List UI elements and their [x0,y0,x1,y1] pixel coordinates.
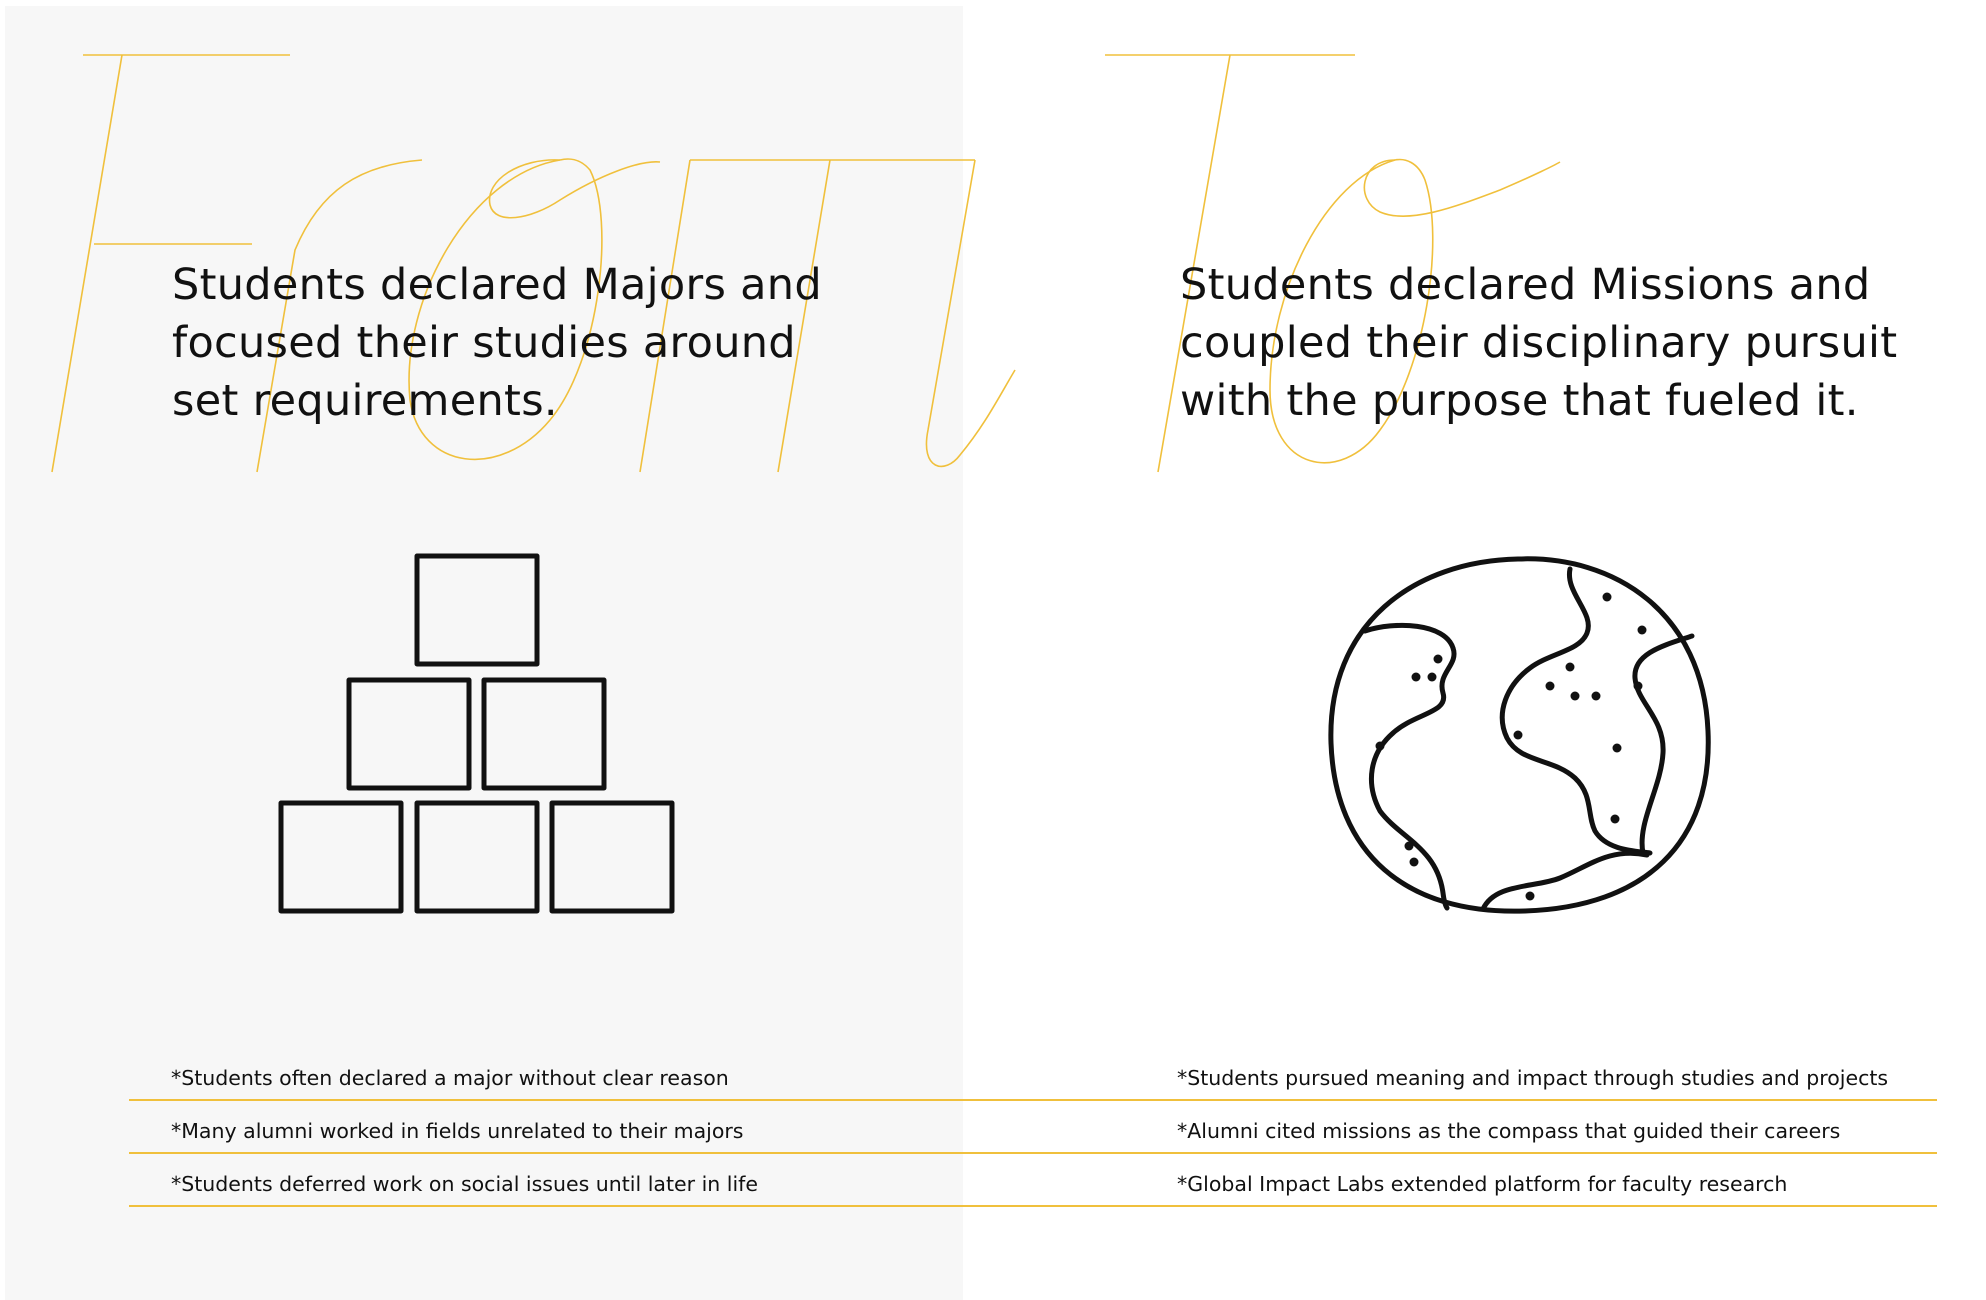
globe-dot [1603,593,1612,602]
stacked-blocks-icon [278,553,678,923]
globe-icon [1325,553,1715,923]
to-note: *Alumni cited missions as the compass that guided their careers [1177,1119,1841,1143]
globe-dot [1592,692,1601,701]
from-heading-line: focused their studies around [172,318,796,368]
globe-dot [1526,892,1535,901]
from-heading-line: Students declared Majors and [172,260,822,310]
block-bottom-middle [417,803,537,911]
globe-dot [1566,663,1575,672]
globe-dot [1638,626,1647,635]
globe-dot [1611,815,1620,824]
globe-dot [1546,682,1555,691]
globe-dot [1412,673,1421,682]
block-middle-left [349,680,469,788]
block-bottom-right [552,803,672,911]
to-heading-line: Students declared Missions and [1180,260,1871,310]
to-note: *Global Impact Labs extended platform for faculty research [1177,1172,1788,1196]
from-note: *Students often declared a major without clear reason [171,1066,729,1090]
globe-dot [1634,682,1643,691]
globe-continent-east [1502,569,1650,853]
note-row [129,1101,1937,1154]
to-heading-line: with the purpose that fueled it. [1180,376,1859,426]
to-heading [1180,256,1897,430]
globe-dot [1613,744,1622,753]
block-top [417,556,537,664]
globe-dot [1428,673,1437,682]
globe-continent-east-coast [1635,636,1692,853]
globe-dot [1405,842,1414,851]
note-row [129,1154,1937,1207]
to-note: *Students pursued meaning and impact through studies and projects [1177,1066,1889,1090]
globe-dot [1376,742,1385,751]
block-middle-right [484,680,604,788]
globe-dot [1410,858,1419,867]
globe-dot [1571,692,1580,701]
globe-continent-south [1483,853,1647,909]
globe-dot [1434,655,1443,664]
from-heading-line: set requirements. [172,376,558,426]
from-heading [172,256,822,430]
globe-dot [1514,731,1523,740]
from-note: *Many alumni worked in fields unrelated to their majors [171,1119,744,1143]
block-bottom-left [281,803,401,911]
note-row [129,1048,1937,1101]
to-heading-line: coupled their disciplinary pursuit [1180,318,1898,368]
from-note: *Students deferred work on social issues until later in life [171,1172,758,1196]
